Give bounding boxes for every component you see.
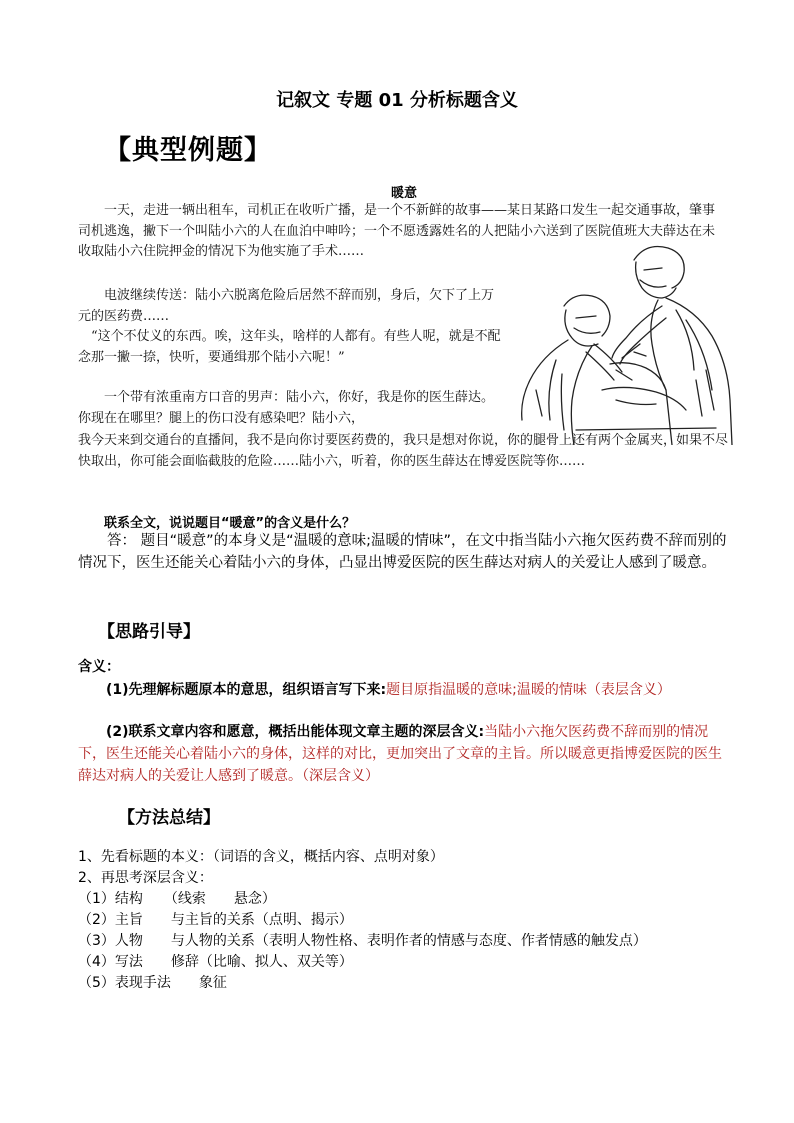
step-2-content: 当陆小六拖欠医药费不辞而别的情况下，医生还能关心着陆小六的身体，这样的对比，更加突出了文章的主旨。所以暖意更指博爱医院的医生薛达对病人的关爱让人感到了暖意。（深层含义）	[78, 724, 722, 784]
question: 联系全文，说说题目“暖意”的含义是什么？	[104, 516, 356, 531]
story-paragraph-2: 电波继续传送：陆小六脱离危险后居然不辞而别，身后，欠下了上万元的医药费…… “这个不仗义的东西。唉，这年头，啥样的人都有。有些人呢，就是不配念那一撇一捺，快听，要通缉那个陆小六呢！”	[78, 288, 501, 365]
method-line-2: 2、再思考深层含义：	[78, 870, 213, 886]
section-heading-thinking: 【思路引导】	[98, 622, 200, 642]
method-item: （2）主旨 与主旨的关系（点明、揭示）	[78, 912, 353, 928]
method-item: （5）表现手法 象征	[78, 975, 227, 991]
story-paragraph-3: 一个带有浓重南方口音的男声：陆小六，你好，我是你的医生薛达。你现在在哪里？腿上的伤口没有感染吧？陆小六，	[78, 390, 495, 426]
method-item: （4）写法 修辞（比喻、拟人、双关等）	[78, 954, 353, 970]
story-paragraph-4: 我今天来到交通台的直播间，我不是向你讨要医药费的，我只是想对你说，你的腿骨上还有两个金属夹，如果不尽快取出，你可能会面临截肢的危险……陆小六，听着，你的医生薛达在博爱医院等你……	[78, 433, 729, 469]
step-1	[78, 679, 734, 701]
method-line-1: 1、先看标题的本义：（词语的含义，概括内容、点明对象）	[78, 849, 444, 865]
answer-paragraph: 答： 题目“暖意”的本身义是“温暖的意味;温暖的情味”，在文中指当陆小六拖欠医药费不辞而别的情况下，医生还能关心着陆小六的身体，凸显出博爱医院的医生薛达对病人的关爱让人感到了暖意。	[78, 533, 727, 571]
section-heading-method: 【方法总结】	[118, 808, 220, 828]
step-1-content: 题目原指温暖的意味;温暖的情味（表层含义）	[386, 682, 671, 698]
meaning-label: 含义：	[78, 659, 120, 675]
document-title: 记叙文 专题 01 分析标题含义	[276, 90, 518, 111]
method-item: （1）结构 （线索 悬念）	[78, 891, 276, 907]
story-paragraph-1: 一天，走进一辆出租车，司机正在收听广播，是一个不新鲜的故事——某日某路口发生一起交通事故，肇事司机逃逸，撇下一个叫陆小六的人在血泊中呻吟；一个不愿透露姓名的人把陆小六送到了医院值班大夫薛达在未收取陆小六住院押金的情况下为他实施了手术……	[78, 203, 716, 259]
story-title: 暖意	[390, 186, 417, 201]
surgeons-illustration-icon	[516, 240, 746, 445]
step-1-lead: (1)先理解标题原本的意思，组织语言写下来:	[78, 682, 387, 698]
section-heading-example: 【典型例题】	[104, 135, 272, 166]
step-2-lead: (2)联系文章内容和愿意，概括出能体现文章主题的深层含义:	[78, 724, 485, 740]
step-2	[78, 721, 734, 787]
method-item: （3）人物 与人物的关系（表明人物性格、表明作者的情感与态度、作者情感的触发点）	[78, 933, 647, 949]
